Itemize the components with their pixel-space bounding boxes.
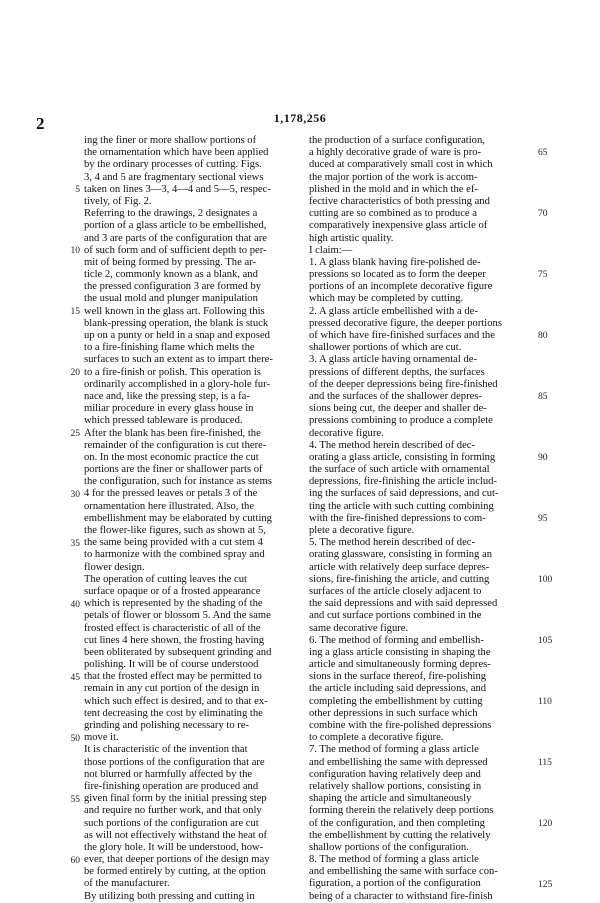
left-column-line: petals of flower or blossom 5. And the same <box>84 610 271 622</box>
right-column-line: fective characteristics of both pressing and <box>309 195 490 207</box>
left-column-line: such portions of the configuration are cut <box>84 817 259 829</box>
left-column-line: of the manufacturer. <box>84 878 170 890</box>
right-column-line: duced at comparatively small cost in which <box>309 159 493 171</box>
right-column-line: surfaces of the article closely adjacent to <box>309 585 482 597</box>
left-column-line: up on a punty or held in a snap and exposed <box>84 330 270 341</box>
left-column-line: frosted effect is characteristic of all of the <box>84 622 261 634</box>
right-column-line: article with relatively deep surface depres- <box>309 561 490 573</box>
right-column-line: orating a glass article, consisting in forming <box>309 451 496 463</box>
right-column-line: pressions of different depths, the surfaces <box>309 366 485 378</box>
left-column-line: and 3 are parts of the configuration that are <box>84 232 267 244</box>
left-column-line: the ornamentation which have been applied <box>84 147 269 159</box>
line-number: 55 <box>70 794 80 805</box>
right-column-line: high artistic quality. <box>309 232 394 244</box>
right-column-line: 8. The method of forming a glass article <box>309 854 479 866</box>
right-column-line: completing the embellishment by cutting <box>309 695 483 707</box>
line-number: 35 <box>70 538 80 549</box>
line-number: 90 <box>538 453 548 464</box>
left-column-line: 4 for the pressed leaves or petals 3 of the <box>84 488 258 500</box>
left-column-line: taken on lines 3—3, 4—4 and 5—5, respec- <box>84 183 271 195</box>
line-number: 20 <box>70 367 80 378</box>
left-column-line: embellishment may be elaborated by cutting <box>84 512 272 524</box>
left-column-line: portion of a glass article to be embellished, <box>84 220 267 232</box>
line-number: 60 <box>70 855 80 866</box>
right-column-line: shallower portions of which are cut. <box>309 342 462 354</box>
line-number: 40 <box>70 599 80 610</box>
left-column-line: It is characteristic of the invention that <box>84 744 248 756</box>
left-column-line: not blurred or harmfully affected by the <box>84 768 253 780</box>
left-column-line: The operation of cutting leaves the cut <box>84 573 247 585</box>
left-column-line: blank-pressing operation, the blank is stuck <box>84 317 269 329</box>
right-column-line: pressions so located as to form the deeper <box>309 269 486 281</box>
right-column-line: pressions combining to produce a complete <box>309 415 493 427</box>
right-column-line: to complete a decorative figure. <box>309 732 444 744</box>
right-column-line: the surface of such article with ornamental <box>309 464 490 476</box>
left-column-line: those portions of the configuration that are <box>84 756 265 768</box>
right-column-line: and embellishing the same with depressed <box>309 756 488 768</box>
left-column-line: tively, of Fig. 2. <box>84 195 152 207</box>
right-column-line: same decorative figure. <box>309 622 409 634</box>
left-column-line: surface opaque or of a frosted appearance <box>84 585 261 597</box>
left-column-line: the flower-like figures, such as shown at 5, <box>84 525 266 536</box>
left-column-line: which pressed tableware is produced. <box>84 415 243 427</box>
right-column-line: and cut surface portions combined in the <box>309 610 482 622</box>
right-column-line: portions of an incomplete decorative figure <box>309 281 493 293</box>
line-number: 115 <box>538 758 552 769</box>
left-column-line: ticle 2, commonly known as a blank, and <box>84 269 258 281</box>
right-column-line: shallow portions of the configuration. <box>309 841 469 853</box>
right-column-line: with the fire-finished depressions to com- <box>309 512 486 524</box>
line-number: 45 <box>70 672 80 683</box>
right-column-line: of which have fire-finished surfaces and the <box>309 330 495 341</box>
line-number: 105 <box>538 636 553 647</box>
right-column-line: ting the article with such cutting combining <box>309 500 494 512</box>
right-column-line: 3. A glass article having ornamental de- <box>309 354 477 366</box>
line-number: 80 <box>538 331 548 342</box>
right-column-line: the said depressions and with said depressed <box>309 598 498 610</box>
line-number: 75 <box>538 270 548 281</box>
right-column-line: other depressions in such surface which <box>309 707 478 719</box>
left-column-line: by the ordinary processes of cutting. Figs. <box>84 159 262 171</box>
right-column-line: plished in the mold and in which the ef- <box>309 183 478 195</box>
left-column-line: to harmonize with the combined spray and <box>84 549 265 561</box>
left-column-line: as will not effectively withstand the heat of <box>84 829 268 841</box>
left-column-line: surfaces to such an extent as to impart there- <box>84 354 273 366</box>
left-column-line: and require no further work, and that only <box>84 805 262 817</box>
line-number: 30 <box>70 489 80 500</box>
left-column-line: grinding and polishing necessary to re- <box>84 720 250 731</box>
left-column-line: of such form and of sufficient depth to per- <box>84 244 267 256</box>
right-column-line: the production of a surface configuration, <box>309 135 485 146</box>
left-column-line: polishing. It will be of course understood <box>84 659 259 671</box>
right-column-line: article and simultaneously forming depres- <box>309 659 491 671</box>
left-column-line: flower design. <box>84 561 145 573</box>
right-column-line: 4. The method herein described of dec- <box>309 439 476 451</box>
left-column-line: ordinarily accomplished in a glory-hole fur- <box>84 378 271 390</box>
left-column-line: well known in the glass art. Following this <box>84 305 265 317</box>
right-column-line: of the configuration, and then completing <box>309 817 485 829</box>
line-number: 70 <box>538 209 548 220</box>
page-number: 2 <box>36 114 45 133</box>
left-column-line: miliar procedure in every glass house in <box>84 403 254 415</box>
right-column-line: 1. A glass blank having fire-polished de- <box>309 256 481 268</box>
left-column-line: remainder of the configuration is cut there- <box>84 439 267 451</box>
right-column-line: plete a decorative figure. <box>309 525 415 536</box>
left-column-line: ing the finer or more shallow portions of <box>84 135 257 146</box>
line-number: 65 <box>538 148 548 159</box>
right-column-line: forming therein the relatively deep portions <box>309 805 494 817</box>
left-column-line: be formed entirely by cutting, at the option <box>84 866 266 878</box>
right-column-line: the major portion of the work is accom- <box>309 171 478 183</box>
left-column-line: which such effect is desired, and to that ex- <box>84 695 268 707</box>
left-column-line: given final form by the initial pressing step <box>84 793 267 805</box>
right-column-line: pressed decorative figure, the deeper portions <box>309 317 502 329</box>
line-number: 15 <box>70 306 80 317</box>
left-column-line: cut lines 4 here shown, the frosting having <box>84 634 265 646</box>
right-column-line: combine with the fire-polished depressions <box>309 720 492 731</box>
line-number: 100 <box>538 575 553 586</box>
left-column-line: fire-finishing operation are produced and <box>84 780 259 792</box>
right-column-line: figuration, a portion of the configuration <box>309 878 481 890</box>
right-text-column <box>309 135 533 903</box>
patent-number: 1,178,256 <box>273 111 327 125</box>
right-column-line: I claim:— <box>309 244 353 256</box>
left-column-line: the configuration, such for instance as stems <box>84 476 272 488</box>
line-number: 50 <box>70 733 80 744</box>
right-column-line: and embellishing the same with surface con- <box>309 866 498 878</box>
line-number: 125 <box>538 880 553 891</box>
right-column-line: depressions, fire-finishing the article includ- <box>309 476 497 488</box>
right-column-line: and the surfaces of the shallower depres- <box>309 390 482 402</box>
right-column-line: of the deeper depressions being fire-finished <box>309 378 498 390</box>
right-column-line: a highly decorative grade of ware is pro- <box>309 147 482 159</box>
right-column-line: 7. The method of forming a glass article <box>309 744 479 756</box>
right-column-line: 2. A glass article embellished with a de- <box>309 305 478 317</box>
line-number: 25 <box>70 428 80 439</box>
left-column-line: portions are the finer or shallower parts of <box>84 464 263 476</box>
right-column-line: sions, fire-finishing the article, and cutting <box>309 573 490 585</box>
left-column-line: been obliterated by subsequent grinding and <box>84 646 272 658</box>
right-column-line: ing a glass article consisting in shaping the <box>309 646 491 658</box>
right-column-line: orating glassware, consisting in forming an <box>309 549 493 561</box>
line-number: 110 <box>538 697 552 708</box>
right-column-line: the embellishment by cutting the relatively <box>309 829 491 841</box>
left-column-line: remain in any cut portion of the design in <box>84 683 260 695</box>
left-column-line: the pressed configuration 3 are formed by <box>84 281 262 293</box>
left-column-line: the usual mold and plunger manipulation <box>84 293 258 305</box>
right-column-line: decorative figure. <box>309 427 384 439</box>
right-column-line: sions in the surface thereof, fire-polishing <box>309 671 487 683</box>
left-column-line: Referring to the drawings, 2 designates a <box>84 208 258 220</box>
left-text-column <box>84 135 305 903</box>
left-column-line: the glory hole. It will be understood, how- <box>84 841 264 853</box>
left-column-line: the same being provided with a cut stem 4 <box>84 537 263 549</box>
line-number: 120 <box>538 819 553 830</box>
left-column-line: By utilizing both pressing and cutting in <box>84 890 255 902</box>
right-column-line: which may be completed by cutting. <box>309 293 464 305</box>
left-column-line: to a fire-finishing flame which melts the <box>84 342 255 354</box>
left-column-line: nace and, like the pressing step, is a fa- <box>84 390 250 402</box>
line-number: 85 <box>538 392 548 403</box>
line-number: 95 <box>538 514 548 525</box>
left-column-line: mit of being formed by pressing. The ar- <box>84 256 256 268</box>
left-column-line: move it. <box>84 732 119 744</box>
right-column-line: sions being cut, the deeper and shaller de- <box>309 403 487 415</box>
line-number: 10 <box>70 245 80 256</box>
left-column-line: to a fire-finish or polish. This operation is <box>84 366 261 378</box>
left-column-line: After the blank has been fire-finished, the <box>84 427 261 439</box>
right-column-line: relatively shallow portions, consisting in <box>309 780 482 792</box>
right-column-line: ing the surfaces of said depressions, and cut- <box>309 488 499 500</box>
right-column-line: comparatively inexpensive glass article of <box>309 220 488 232</box>
right-column-line: 5. The method herein described of dec- <box>309 537 476 549</box>
left-column-line: that the frosted effect may be permitted to <box>84 671 262 683</box>
right-column-line: 6. The method of forming and embellish- <box>309 634 484 646</box>
right-column-line: cutting are so combined as to produce a <box>309 208 477 220</box>
left-column-line: 3, 4 and 5 are fragmentary sectional views <box>84 171 264 183</box>
right-column-line: configuration having relatively deep and <box>309 768 481 780</box>
left-column-line: which is represented by the shading of the <box>84 598 263 610</box>
left-column-line: tent decreasing the cost by eliminating the <box>84 707 263 719</box>
right-column-line: shaping the article and simultaneously <box>309 793 472 805</box>
right-column-line: the article including said depressions, and <box>309 683 487 695</box>
left-column-line: on. In the most economic practice the cut <box>84 451 259 463</box>
left-column-line: ever, that deeper portions of the design may <box>84 854 270 866</box>
line-number: 5 <box>75 184 80 195</box>
left-column-line: ornamentation here illustrated. Also, the <box>84 500 255 512</box>
right-column-line: being of a character to withstand fire-finish <box>309 890 493 902</box>
